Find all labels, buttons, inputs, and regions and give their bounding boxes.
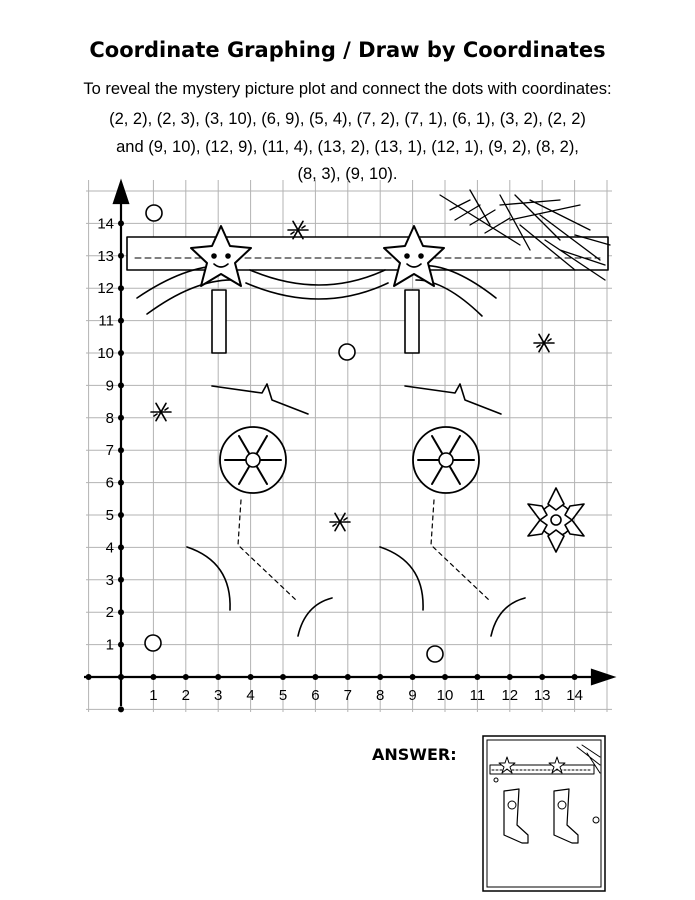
- x-tick-label: 10: [436, 687, 454, 704]
- x-axis-tick-dot: [150, 674, 156, 680]
- y-axis-arrow-icon: [114, 182, 128, 203]
- y-axis-tick-dot: [118, 544, 124, 550]
- answer-thumbnail: [482, 735, 607, 893]
- right-snowflake-icon: [413, 427, 479, 493]
- y-axis-tick-dot: [118, 480, 124, 486]
- x-axis-tick-dot: [507, 674, 513, 680]
- x-tick-label: 13: [533, 687, 551, 704]
- y-tick-label: 13: [97, 247, 114, 265]
- right-clip-stick: [405, 290, 419, 353]
- coordinate-sequence-line-3: (8, 3), (9, 10).: [297, 165, 398, 183]
- left-star-clip-icon: [191, 226, 251, 286]
- x-tick-label: 14: [566, 687, 583, 704]
- y-axis-tick-dot: [118, 577, 124, 583]
- flower-snowflake-icon: [528, 488, 584, 552]
- left-snowflake-icon: [220, 427, 286, 493]
- x-tick-label: 7: [343, 687, 352, 704]
- x-axis-tick-dot: [183, 674, 189, 680]
- x-tick-label: 1: [149, 687, 158, 704]
- y-tick-label: 12: [97, 280, 114, 298]
- left-clip-stick: [212, 290, 226, 353]
- y-tick-label: 3: [105, 571, 114, 589]
- y-axis-tick-dot: [118, 674, 124, 680]
- mystery-picture-partial: [127, 190, 610, 662]
- x-tick-label: 3: [214, 687, 223, 704]
- page-title: Coordinate Graphing / Draw by Coordinates: [89, 38, 606, 62]
- left-stocking-cuff-outline: [212, 384, 308, 414]
- x-tick-label: 11: [469, 687, 486, 704]
- x-axis-tick-dot: [280, 674, 286, 680]
- y-axis-tick-dot: [118, 318, 124, 324]
- x-tick-labels: [149, 687, 583, 704]
- y-axis-tick-dot: [118, 512, 124, 518]
- right-stocking-toe-curve: [491, 598, 525, 636]
- y-tick-label: 14: [97, 215, 114, 233]
- y-axis-tick-dot: [118, 220, 124, 226]
- x-axis-tick-dot: [410, 674, 416, 680]
- y-tick-label: 10: [97, 345, 114, 362]
- y-tick-label: 6: [105, 474, 114, 492]
- y-axis-tick-dot: [118, 447, 124, 453]
- y-tick-label: 11: [98, 312, 114, 330]
- x-axis-tick-dot: [442, 674, 448, 680]
- y-axis-tick-dot: [118, 253, 124, 259]
- x-axis-tick-dot: [248, 674, 254, 680]
- decor-dot: [339, 344, 355, 360]
- y-axis-tick-dot: [118, 350, 124, 356]
- decor-dot: [146, 205, 162, 221]
- x-tick-label: 4: [246, 687, 255, 704]
- x-axis-tick-dot: [539, 674, 545, 680]
- x-axis-tick-dot: [86, 674, 92, 680]
- y-axis-tick-dot: [118, 609, 124, 615]
- decor-dot: [427, 646, 443, 662]
- middle-ribbon: [246, 270, 388, 299]
- coordinate-sequence-line-1: (2, 2), (2, 3), (3, 10), (6, 9), (5, 4), (7, 2), (7, 1), (6, 1), (3, 2), (2, 2): [109, 110, 586, 128]
- x-axis-tick-dot: [345, 674, 351, 680]
- left-stocking-heel-curve: [187, 547, 230, 610]
- y-axis-tick-dot: [118, 706, 124, 712]
- right-stocking-heel-curve: [380, 547, 423, 610]
- x-tick-label: 6: [311, 687, 320, 704]
- x-tick-label: 12: [501, 687, 519, 704]
- y-tick-label: 1: [105, 636, 114, 654]
- y-tick-label: 2: [105, 604, 114, 622]
- y-axis-tick-dot: [118, 382, 124, 388]
- right-star-clip-icon: [384, 226, 444, 286]
- instructions-text: To reveal the mystery picture plot and connect the dots with coordinates:: [83, 80, 612, 98]
- y-tick-labels: [97, 215, 114, 653]
- x-axis-tick-dot: [572, 674, 578, 680]
- x-tick-label: 2: [181, 687, 190, 704]
- y-tick-label: 7: [105, 442, 114, 460]
- small-snowflake-icon: [534, 334, 554, 351]
- x-axis-tick-dot: [215, 674, 221, 680]
- y-axis-tick-dot: [118, 415, 124, 421]
- y-tick-label: 8: [105, 409, 114, 427]
- decor-dot: [145, 635, 161, 651]
- y-tick-label: 5: [105, 507, 114, 524]
- right-stocking-cuff-outline: [405, 384, 501, 414]
- small-snowflake-icon: [330, 513, 350, 530]
- y-tick-label: 9: [105, 377, 114, 395]
- x-tick-label: 8: [376, 687, 385, 704]
- y-axis-tick-dot: [118, 642, 124, 648]
- y-axis-tick-dot: [118, 285, 124, 291]
- x-axis-tick-dot: [377, 674, 383, 680]
- x-tick-label: 5: [278, 687, 288, 704]
- y-tick-label: 4: [105, 539, 114, 557]
- x-axis-arrow-icon: [592, 670, 613, 684]
- small-snowflake-icon: [288, 221, 308, 238]
- coordinate-sequence-line-2: and (9, 10), (12, 9), (11, 4), (13, 2), (13, 1), (12, 1), (9, 2), (8, 2),: [116, 138, 579, 156]
- answer-label: ANSWER:: [372, 745, 457, 764]
- x-axis-tick-dot: [474, 674, 480, 680]
- x-axis-tick-dot: [312, 674, 318, 680]
- x-tick-label: 9: [408, 687, 417, 704]
